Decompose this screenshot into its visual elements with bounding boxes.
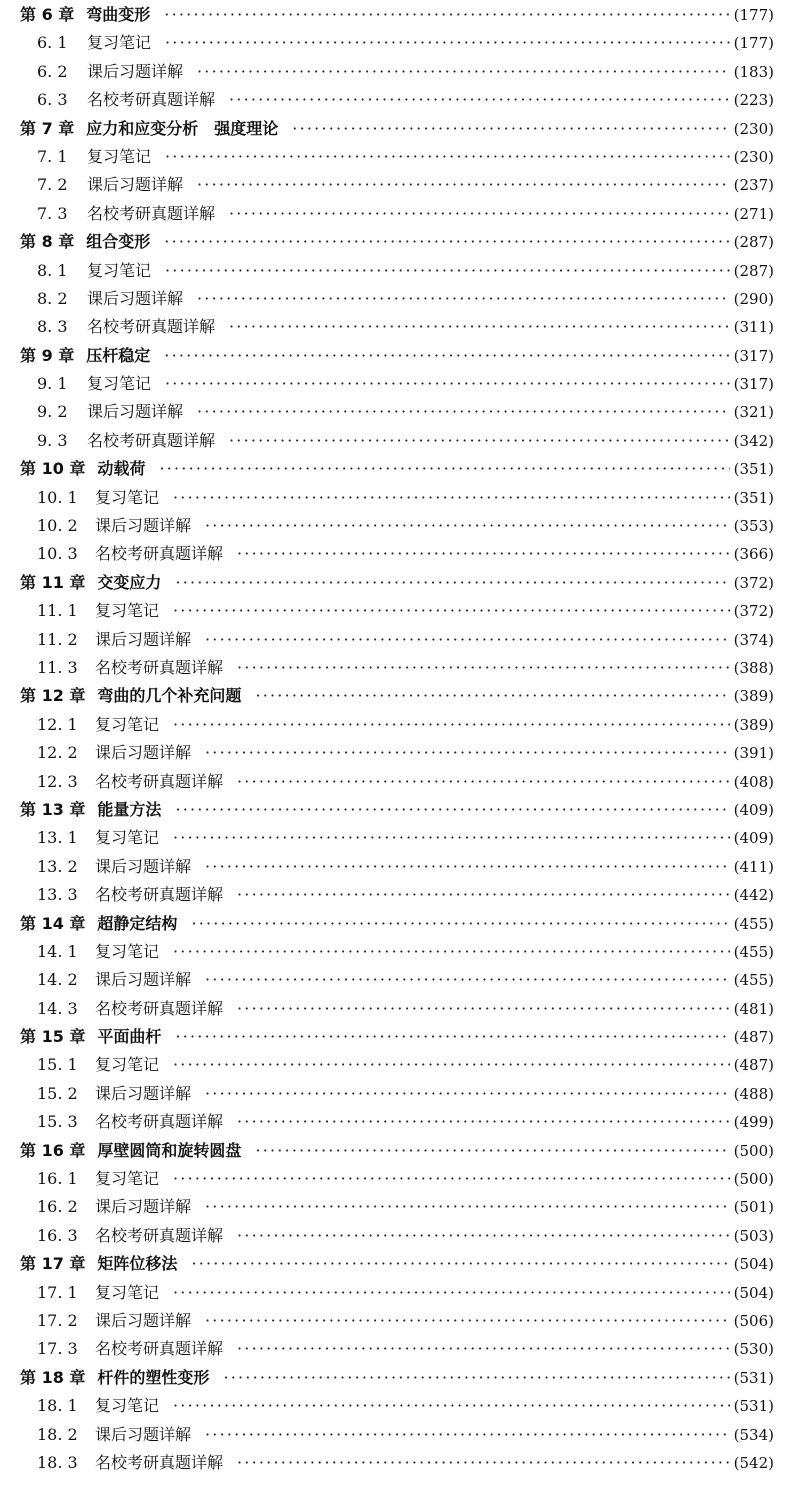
toc-section-entry[interactable] [20,257,774,285]
entry-page-number: (317) [733,375,774,394]
entry-title: 名校考研真题详解 [87,430,216,450]
toc-section-entry[interactable] [20,739,774,767]
entry-title: 平面曲杆 [97,1027,162,1047]
toc-section-entry[interactable] [20,58,774,86]
entry-page-number: (287) [733,233,774,252]
toc-section-entry[interactable] [20,1193,774,1221]
entry-page-number: (487) [733,1056,774,1075]
entry-number: 第 16 章 [20,1140,86,1160]
entry-title: 压杆稳定 [86,345,151,365]
entry-page-number: (391) [733,744,774,763]
entry-title: 课后习题详解 [95,856,192,876]
entry-page-number: (311) [733,318,774,337]
entry-page-number: (442) [733,886,774,905]
dot-leader [237,1222,730,1250]
entry-number: 9. 3 [37,430,68,450]
dot-leader [205,1080,730,1108]
entry-page-number: (237) [733,176,774,195]
dot-leader [237,1335,730,1363]
entry-number: 第 17 章 [20,1254,86,1274]
toc-section-entry[interactable] [20,654,774,682]
entry-title: 复习笔记 [95,1282,160,1302]
entry-page-number: (503) [733,1226,774,1245]
entry-title: 复习笔记 [95,828,160,848]
entry-number: 14. 3 [37,998,78,1018]
dot-leader [175,1023,729,1051]
dot-leader [237,1449,730,1477]
dot-leader [197,58,730,86]
dot-leader [223,1364,729,1392]
entry-title: 课后习题详解 [87,288,184,308]
entry-page-number: (223) [733,91,774,110]
entry-number: 18. 2 [37,1424,78,1444]
entry-title: 课后习题详解 [95,1424,192,1444]
entry-page-number: (177) [733,34,774,53]
entry-title: 名校考研真题详解 [95,544,224,564]
entry-number: 8. 1 [37,260,68,280]
dot-leader [237,540,730,568]
toc-section-entry[interactable] [20,1449,774,1477]
toc-section-entry[interactable] [20,540,774,568]
toc-section-entry[interactable] [20,1279,774,1307]
entry-title: 课后习题详解 [95,743,192,763]
toc-section-entry[interactable] [20,370,774,398]
dot-leader [191,1250,729,1278]
toc-section-entry[interactable] [20,881,774,909]
dot-leader [175,569,729,597]
entry-page-number: (500) [733,1170,774,1189]
dot-leader [205,739,730,767]
dot-leader [173,824,730,852]
entry-number: 14. 2 [37,970,78,990]
entry-number: 8. 3 [37,317,68,337]
entry-title: 名校考研真题详解 [95,1112,224,1132]
toc-section-entry[interactable] [20,1392,774,1420]
entry-number: 10. 1 [37,487,78,507]
entry-title: 名校考研真题详解 [95,1225,224,1245]
entry-page-number: (504) [733,1283,774,1302]
toc-section-entry[interactable] [20,313,774,341]
entry-page-number: (389) [733,715,774,734]
entry-number: 6. 1 [37,33,68,53]
entry-number: 13. 3 [37,885,78,905]
entry-title: 复习笔记 [95,1169,160,1189]
entry-page-number: (499) [733,1113,774,1132]
entry-number: 12. 2 [37,743,78,763]
dot-leader [173,1051,730,1079]
entry-title: 名校考研真题详解 [95,1339,224,1359]
toc-section-entry[interactable] [20,143,774,171]
toc-section-entry[interactable] [20,512,774,540]
dot-leader [197,171,730,199]
entry-page-number: (372) [733,602,774,621]
toc-chapter-entry[interactable] [20,1,774,29]
entry-title: 复习笔记 [95,1396,160,1416]
entry-number: 第 12 章 [20,686,86,706]
toc-section-entry[interactable] [20,427,774,455]
dot-leader [165,143,730,171]
entry-number: 11. 1 [37,601,78,621]
entry-number: 9. 1 [37,374,68,394]
toc-section-entry[interactable] [20,1165,774,1193]
entry-title: 名校考研真题详解 [95,1452,224,1472]
entry-page-number: (183) [733,62,774,81]
entry-title: 课后习题详解 [87,61,184,81]
entry-number: 7. 1 [37,146,68,166]
toc-section-entry[interactable] [20,86,774,114]
toc-section-entry[interactable] [20,171,774,199]
entry-number: 7. 3 [37,203,68,223]
entry-title: 名校考研真题详解 [95,657,224,677]
dot-leader [165,370,730,398]
entry-number: 18. 1 [37,1396,78,1416]
entry-title: 复习笔记 [95,601,160,621]
entry-number: 第 7 章 [20,118,75,138]
dot-leader [173,1279,730,1307]
entry-page-number: (504) [733,1255,774,1274]
entry-title: 课后习题详解 [95,629,192,649]
entry-page-number: (487) [733,1028,774,1047]
entry-page-number: (408) [733,772,774,791]
entry-number: 第 9 章 [20,345,75,365]
entry-page-number: (388) [733,658,774,677]
toc-section-entry[interactable] [20,1222,774,1250]
dot-leader [197,285,730,313]
entry-page-number: (506) [733,1311,774,1330]
entry-number: 17. 2 [37,1310,78,1330]
dot-leader [173,597,730,625]
entry-page-number: (488) [733,1084,774,1103]
dot-leader [173,1392,730,1420]
entry-number: 15. 3 [37,1112,78,1132]
toc-chapter-entry[interactable] [20,910,774,938]
entry-page-number: (230) [733,119,774,138]
entry-page-number: (177) [733,6,774,24]
entry-number: 12. 1 [37,714,78,734]
dot-leader [237,1108,730,1136]
toc-section-entry[interactable] [20,29,774,57]
dot-leader [164,342,729,370]
toc-section-entry[interactable] [20,285,774,313]
entry-number: 6. 3 [37,90,68,110]
dot-leader [205,966,730,994]
entry-title: 复习笔记 [87,33,152,53]
entry-number: 11. 2 [37,629,78,649]
entry-page-number: (389) [733,687,774,706]
entry-title: 课后习题详解 [95,1310,192,1330]
entry-page-number: (321) [733,403,774,422]
entry-page-number: (372) [733,573,774,592]
toc-section-entry[interactable] [20,1335,774,1363]
entry-page-number: (531) [733,1368,774,1387]
entry-number: 11. 3 [37,657,78,677]
entry-page-number: (500) [733,1141,774,1160]
dot-leader [164,1,729,29]
toc-chapter-entry[interactable] [20,682,774,710]
toc-section-entry[interactable] [20,1108,774,1136]
entry-page-number: (342) [733,431,774,450]
dot-leader [197,398,730,426]
entry-title: 复习笔记 [95,941,160,961]
toc-section-entry[interactable] [20,1080,774,1108]
entry-page-number: (455) [733,942,774,961]
entry-title: 名校考研真题详解 [95,998,224,1018]
entry-number: 16. 1 [37,1169,78,1189]
entry-title: 交变应力 [97,572,162,592]
entry-title: 复习笔记 [95,714,160,734]
entry-title: 复习笔记 [87,146,152,166]
dot-leader [237,995,730,1023]
entry-number: 第 10 章 [20,459,86,479]
entry-page-number: (374) [733,630,774,649]
dot-leader [205,853,730,881]
toc-section-entry[interactable] [20,626,774,654]
entry-page-number: (534) [733,1425,774,1444]
entry-page-number: (455) [733,914,774,933]
toc-section-entry[interactable] [20,824,774,852]
entry-number: 7. 2 [37,175,68,195]
entry-page-number: (411) [733,857,774,876]
dot-leader [229,313,730,341]
dot-leader [164,228,729,256]
entry-number: 第 14 章 [20,913,86,933]
entry-number: 10. 2 [37,516,78,536]
toc-section-entry[interactable] [20,1307,774,1335]
entry-page-number: (455) [733,971,774,990]
dot-leader [255,1137,729,1165]
entry-number: 第 18 章 [20,1367,86,1387]
toc-chapter-entry[interactable] [20,796,774,824]
toc-chapter-entry[interactable] [20,1137,774,1165]
entry-page-number: (366) [733,545,774,564]
entry-number: 12. 3 [37,771,78,791]
toc-chapter-entry[interactable] [20,1023,774,1051]
dot-leader [205,626,730,654]
entry-title: 弯曲变形 [86,5,151,24]
entry-number: 17. 1 [37,1282,78,1302]
entry-page-number: (530) [733,1340,774,1359]
entry-number: 18. 3 [37,1452,78,1472]
entry-title: 名校考研真题详解 [95,885,224,905]
dot-leader [292,115,729,143]
entry-title: 课后习题详解 [95,516,192,536]
entry-number: 17. 3 [37,1339,78,1359]
toc-section-entry[interactable] [20,597,774,625]
toc-chapter-entry[interactable] [20,569,774,597]
entry-title: 名校考研真题详解 [87,90,216,110]
toc-section-entry[interactable] [20,711,774,739]
toc-chapter-entry[interactable] [20,342,774,370]
entry-title: 课后习题详解 [87,175,184,195]
entry-number: 16. 2 [37,1197,78,1217]
entry-page-number: (409) [733,829,774,848]
toc-chapter-entry[interactable] [20,455,774,483]
dot-leader [173,711,730,739]
entry-page-number: (409) [733,800,774,819]
entry-title: 组合变形 [86,232,151,252]
dot-leader [229,86,730,114]
entry-title: 课后习题详解 [95,1083,192,1103]
entry-page-number: (353) [733,517,774,536]
toc-section-entry[interactable] [20,484,774,512]
entry-title: 复习笔记 [87,374,152,394]
dot-leader [205,1193,730,1221]
entry-page-number: (271) [733,204,774,223]
entry-number: 第 13 章 [20,799,86,819]
entry-number: 第 11 章 [20,572,86,592]
entry-number: 15. 2 [37,1083,78,1103]
toc-chapter-entry[interactable] [20,1364,774,1392]
entry-title: 超静定结构 [97,913,178,933]
dot-leader [165,257,730,285]
entry-number: 第 15 章 [20,1027,86,1047]
toc-section-entry[interactable] [20,398,774,426]
dot-leader [173,484,730,512]
entry-number: 9. 2 [37,402,68,422]
entry-page-number: (542) [733,1453,774,1472]
dot-leader [229,427,730,455]
entry-title: 课后习题详解 [87,402,184,422]
entry-page-number: (230) [733,147,774,166]
entry-page-number: (317) [733,346,774,365]
toc-section-entry[interactable] [20,200,774,228]
toc-section-entry[interactable] [20,853,774,881]
dot-leader [229,200,730,228]
dot-leader [173,1165,730,1193]
dot-leader [255,682,729,710]
entry-number: 8. 2 [37,288,68,308]
entry-number: 10. 3 [37,544,78,564]
entry-title: 应力和应变分析 强度理论 [86,118,279,138]
entry-number: 14. 1 [37,941,78,961]
dot-leader [237,881,730,909]
toc-section-entry[interactable] [20,1421,774,1449]
entry-title: 能量方法 [97,799,162,819]
entry-page-number: (531) [733,1397,774,1416]
entry-number: 13. 1 [37,828,78,848]
entry-title: 厚壁圆筒和旋转圆盘 [97,1140,242,1160]
entry-number: 第 6 章 [20,5,75,24]
entry-title: 矩阵位移法 [97,1254,178,1274]
dot-leader [191,910,729,938]
dot-leader [175,796,729,824]
dot-leader [205,1307,730,1335]
toc-section-entry[interactable] [20,1051,774,1079]
toc-chapter-entry[interactable] [20,228,774,256]
entry-title: 课后习题详解 [95,1197,192,1217]
entry-number: 15. 1 [37,1055,78,1075]
dot-leader [205,1421,730,1449]
entry-title: 动载荷 [97,459,146,479]
toc-chapter-entry[interactable] [20,1250,774,1278]
entry-number: 6. 2 [37,61,68,81]
entry-number: 第 8 章 [20,232,75,252]
dot-leader [159,455,729,483]
entry-title: 弯曲的几个补充问题 [97,686,242,706]
dot-leader [205,512,730,540]
entry-page-number: (501) [733,1198,774,1217]
toc-section-entry[interactable] [20,966,774,994]
entry-title: 名校考研真题详解 [87,203,216,223]
toc-section-entry[interactable] [20,938,774,966]
entry-page-number: (290) [733,289,774,308]
entry-title: 杆件的塑性变形 [97,1367,210,1387]
entry-title: 名校考研真题详解 [95,771,224,791]
dot-leader [237,654,730,682]
toc-section-entry[interactable] [20,768,774,796]
dot-leader [165,29,730,57]
dot-leader [173,938,730,966]
toc-chapter-entry[interactable] [20,115,774,143]
entry-page-number: (481) [733,999,774,1018]
entry-page-number: (351) [733,488,774,507]
entry-title: 复习笔记 [87,260,152,280]
entry-title: 复习笔记 [95,1055,160,1075]
toc-section-entry[interactable] [20,995,774,1023]
entry-page-number: (287) [733,261,774,280]
entry-number: 16. 3 [37,1225,78,1245]
entry-number: 13. 2 [37,856,78,876]
entry-title: 名校考研真题详解 [87,317,216,337]
entry-title: 复习笔记 [95,487,160,507]
dot-leader [237,768,730,796]
entry-title: 课后习题详解 [95,970,192,990]
entry-page-number: (351) [733,460,774,479]
table-of-contents [20,1,774,1477]
